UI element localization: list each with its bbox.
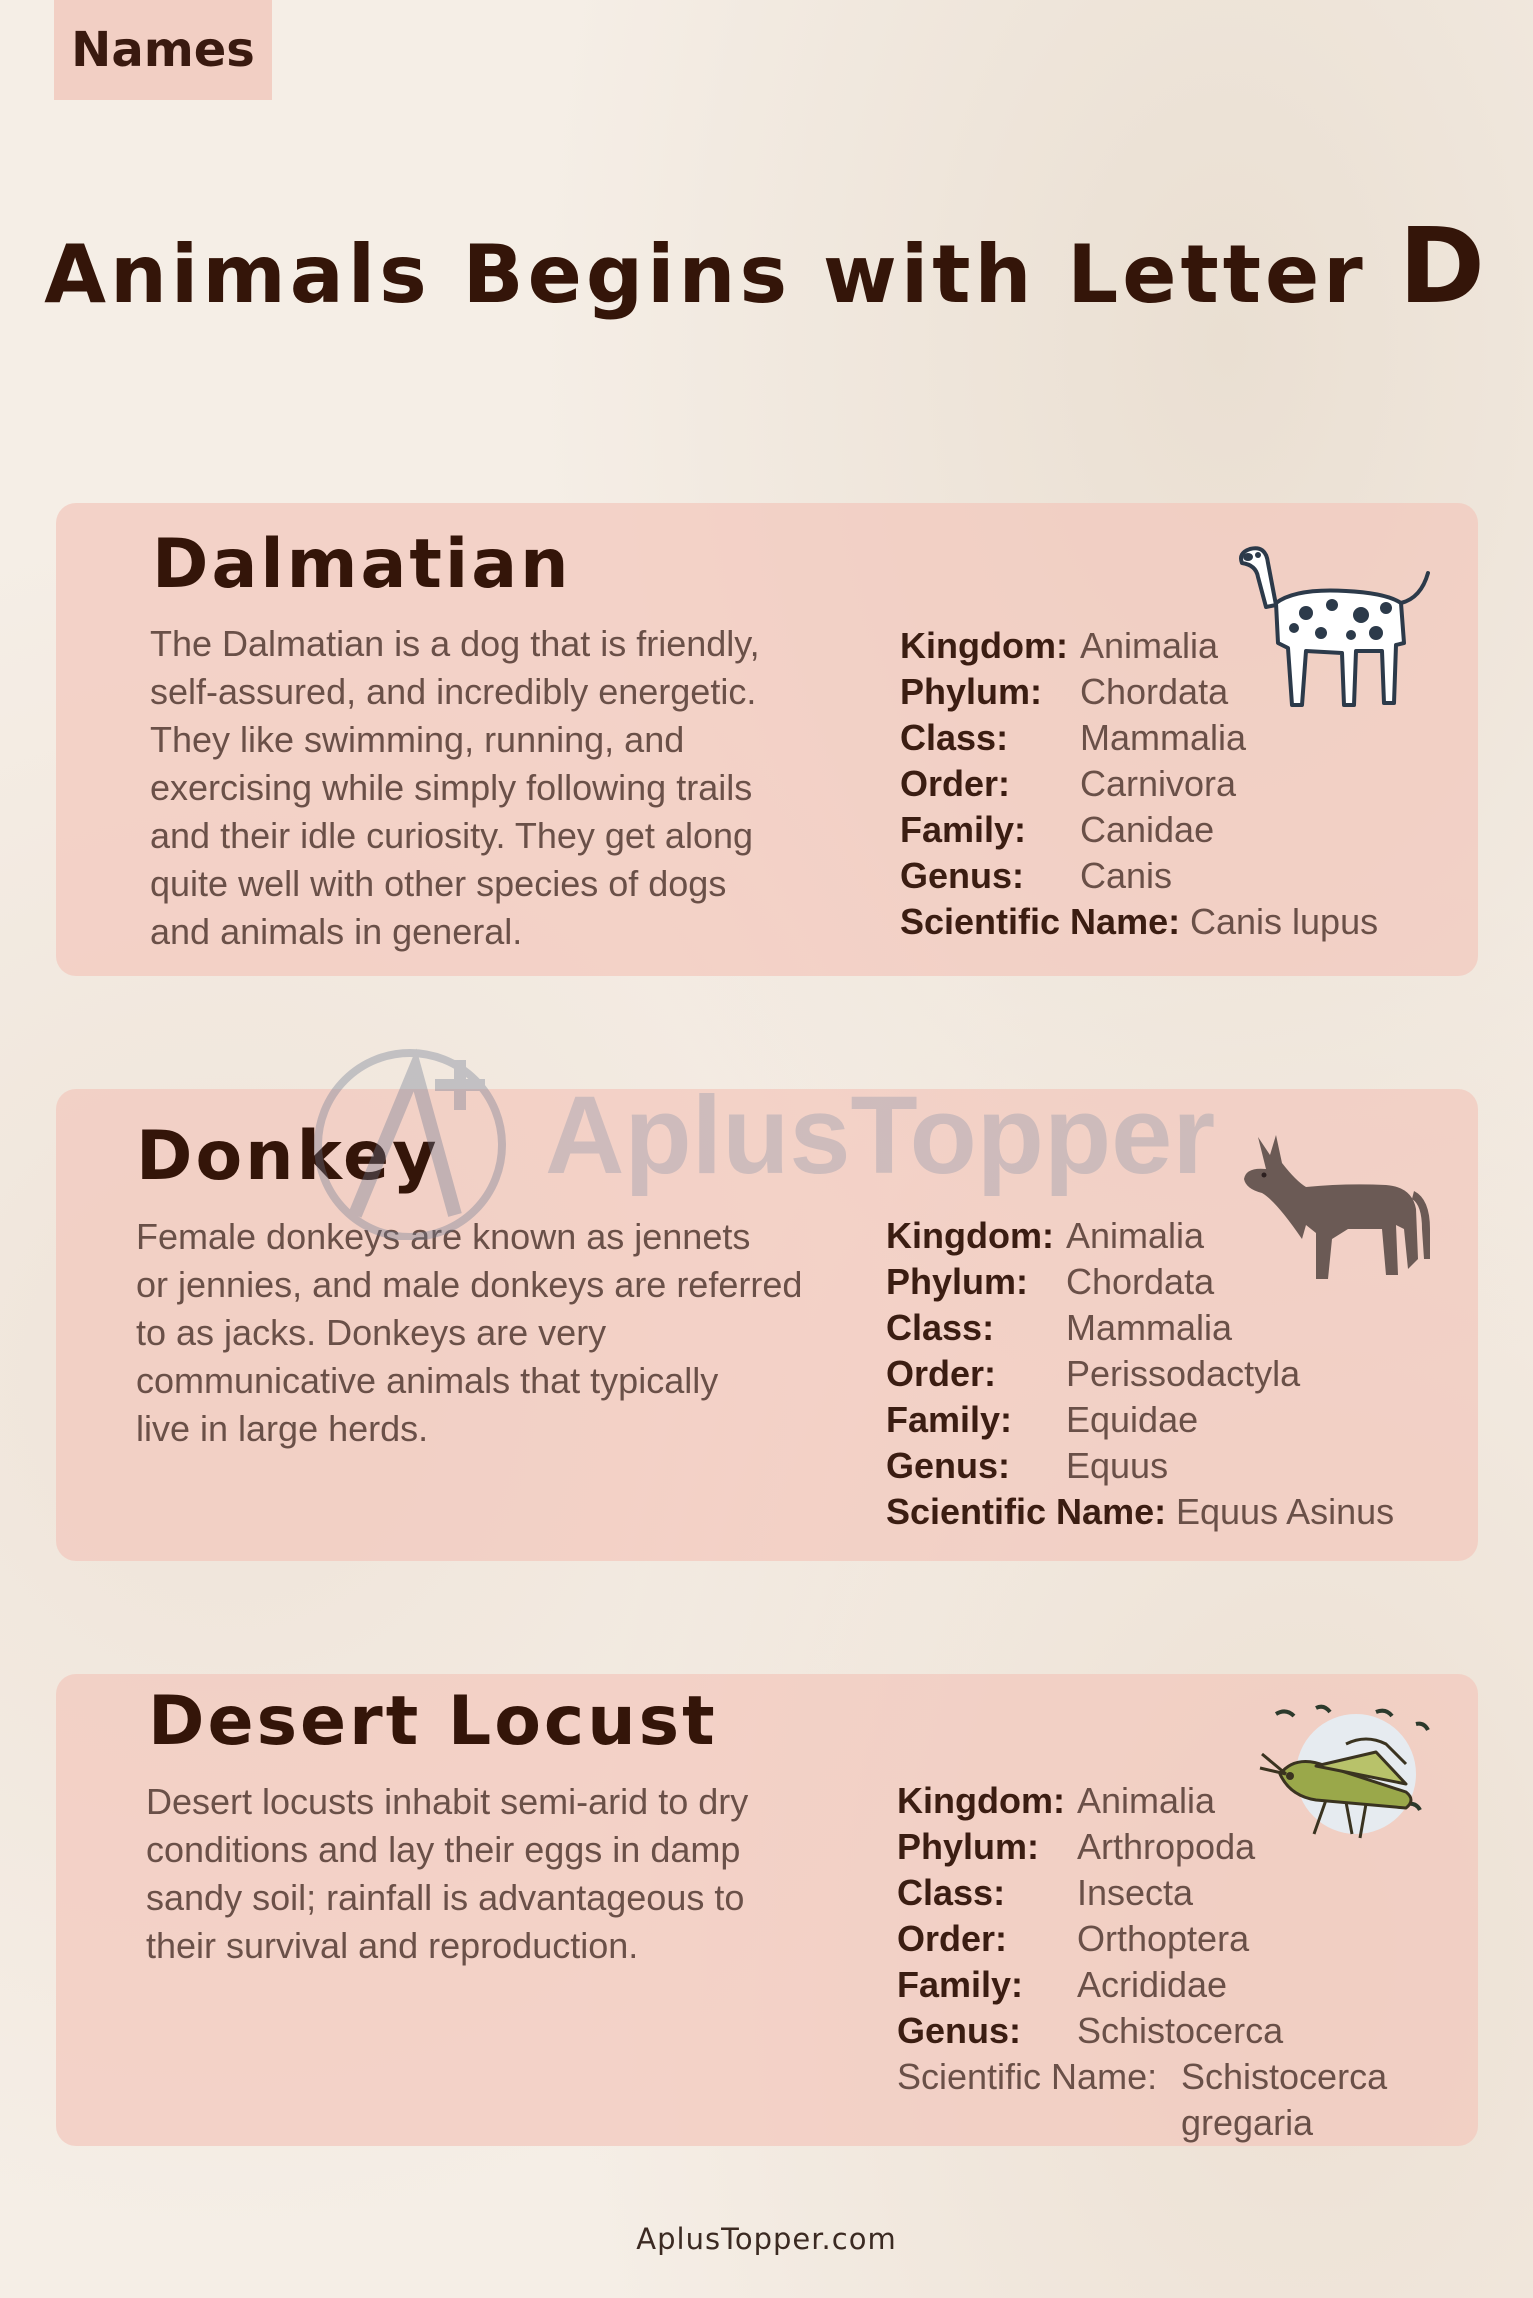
taxonomy-row: Class: Insecta <box>897 1872 1194 1913</box>
animal-description: Female donkeys are known as jennets or jennies, and male donkeys are referred to as jacks. Donkeys are very communicative animals that typically live in large herds. <box>136 1216 803 1449</box>
taxonomy-row: Genus: Equus <box>886 1445 1169 1486</box>
taxonomy-row: Class: Mammalia <box>886 1307 1233 1348</box>
page-title-letter: D <box>1398 205 1489 327</box>
page-title-text: Animals Begins with Letter <box>44 228 1367 321</box>
taxonomy-row: Kingdom: Animalia <box>886 1215 1205 1256</box>
taxonomy-row: Kingdom: Animalia <box>897 1780 1216 1821</box>
taxonomy-row: Genus: Schistocerca <box>897 2010 1284 2051</box>
dalmatian-icon <box>1236 533 1436 723</box>
donkey-icon <box>1236 1129 1436 1299</box>
taxonomy-row: Scientific Name: Equus Asinus <box>886 1491 1395 1532</box>
taxonomy-row: Order: Perissodactyla <box>886 1353 1301 1394</box>
taxonomy-row: Phylum: Chordata <box>900 671 1229 712</box>
locust-icon <box>1256 1704 1446 1864</box>
footer-site: AplusTopper.com <box>636 2222 897 2256</box>
animal-name: Desert Locust <box>148 1682 718 1761</box>
animal-description: Desert locusts inhabit semi-arid to dry conditions and lay their eggs in damp sandy soil; rainfall is advantageous to their survival and reproduction. <box>146 1781 749 1966</box>
animal-name: Dalmatian <box>152 525 572 604</box>
names-tag: Names <box>54 0 272 100</box>
animal-card-dalmatian <box>56 503 1478 976</box>
watermark <box>305 1040 1235 1240</box>
taxonomy-row: Phylum: Arthropoda <box>897 1826 1256 1867</box>
page-title <box>0 205 1533 327</box>
animal-card-desert-locust <box>56 1674 1478 2146</box>
watermark-logo-icon <box>305 1040 525 1240</box>
animal-name: Donkey <box>136 1117 440 1196</box>
taxonomy-row: Family: Equidae <box>886 1399 1199 1440</box>
taxonomy-row: Scientific Name: Schistocerca <box>897 2056 1388 2097</box>
taxonomy-row: Order: Carnivora <box>900 763 1237 804</box>
taxonomy-row: Family: Acrididae <box>897 1964 1228 2005</box>
taxonomy-row: Kingdom: Animalia <box>900 625 1219 666</box>
taxonomy-row: Order: Orthoptera <box>897 1918 1250 1959</box>
taxonomy-row: Phylum: Chordata <box>886 1261 1215 1302</box>
watermark-text: AplusTopper <box>545 1074 1216 1197</box>
taxonomy-row: Genus: Canis <box>900 855 1173 896</box>
taxonomy-row: gregaria <box>1181 2102 1314 2143</box>
taxonomy-row: Scientific Name: Canis lupus <box>900 901 1379 942</box>
taxonomy-row: Family: Canidae <box>900 809 1215 850</box>
animal-description: The Dalmatian is a dog that is friendly, self-assured, and incredibly energetic. They like swimming, running, and exercising while simply following trails and their idle curiosity. They get along quite well with other species of dogs and animals in general. <box>150 623 760 952</box>
taxonomy-row: Class: Mammalia <box>900 717 1247 758</box>
